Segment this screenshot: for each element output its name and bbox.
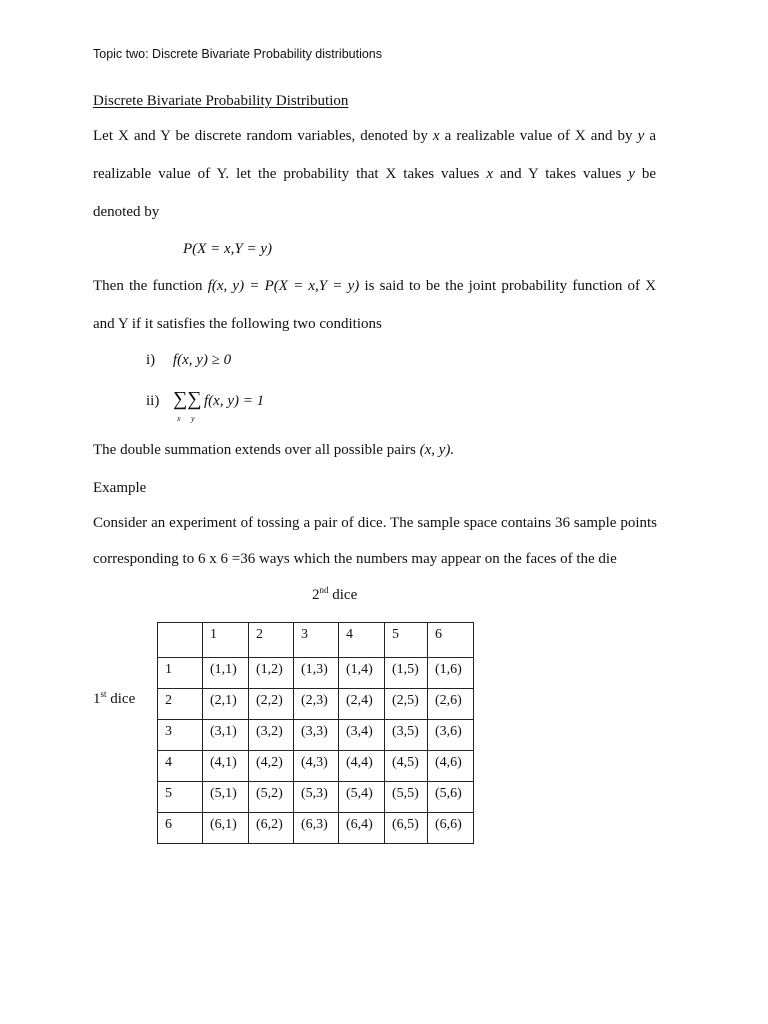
label-text: 2 — [312, 587, 320, 603]
table-cell: (3,4) — [339, 720, 385, 751]
table-cell: (5,3) — [294, 782, 339, 813]
example-line1: Consider an experiment of tossing a pair of dice. The sample space contains 36 sample points — [93, 515, 657, 531]
table-row — [158, 720, 474, 751]
table-cell: (4,2) — [249, 751, 294, 782]
table-cell: (2,6) — [428, 689, 474, 720]
table-cell: (4,5) — [385, 751, 428, 782]
table-cell: (2,3) — [294, 689, 339, 720]
para1-line2 — [93, 166, 656, 183]
var-y: y — [628, 166, 635, 182]
row-label-cell: 5 — [158, 782, 203, 813]
table-row — [158, 689, 474, 720]
table-cell: (1,5) — [385, 658, 428, 689]
condition-1 — [146, 352, 231, 369]
para1-line3: denoted by — [93, 204, 160, 220]
table-cell: (5,6) — [428, 782, 474, 813]
table-cell: (6,2) — [249, 813, 294, 844]
first-dice-label — [93, 689, 135, 708]
table-cell: (1,3) — [294, 658, 339, 689]
table-cell: (3,6) — [428, 720, 474, 751]
table-cell: (4,1) — [203, 751, 249, 782]
section-heading: Discrete Bivariate Probability Distribution — [93, 93, 349, 109]
sum-subscript-x: x — [177, 414, 181, 423]
table-cell: (3,2) — [249, 720, 294, 751]
condition-number: i) — [146, 352, 156, 368]
table-cell: (1,6) — [428, 658, 474, 689]
table-cell: (5,2) — [249, 782, 294, 813]
summation-note — [93, 442, 454, 459]
var-x: x — [486, 166, 493, 182]
table-cell: (2,4) — [339, 689, 385, 720]
para1-line1 — [93, 128, 656, 145]
header-cell: 1 — [203, 623, 249, 658]
text: Then the function — [93, 278, 203, 294]
text: a — [649, 128, 657, 144]
row-label-cell: 4 — [158, 751, 203, 782]
table-cell: (6,6) — [428, 813, 474, 844]
topic-title: Topic two: Discrete Bivariate Probability distributions — [93, 47, 383, 61]
joint-function-formula: f(x, y) = P(X = x,Y = y) — [207, 278, 360, 294]
example-heading: Example — [93, 480, 147, 496]
header-cell — [158, 623, 203, 658]
label-text: dice — [328, 587, 358, 603]
header-cell: 5 — [385, 623, 428, 658]
text: The double summation extends over all possible pairs — [93, 442, 416, 458]
table-cell: (6,3) — [294, 813, 339, 844]
header-cell: 4 — [339, 623, 385, 658]
sum-subscript-y: y — [191, 414, 195, 423]
para2-line2: and Y if it satisfies the following two conditions — [93, 316, 382, 332]
table-cell: (2,5) — [385, 689, 428, 720]
row-label-cell: 6 — [158, 813, 203, 844]
text: realizable value of Y. let the probability that X takes values — [93, 166, 480, 182]
table-cell: (2,2) — [249, 689, 294, 720]
text: Let X and Y be discrete random variables, denoted by — [93, 128, 428, 144]
table-cell: (6,5) — [385, 813, 428, 844]
table-cell: (1,2) — [249, 658, 294, 689]
label-superscript: st — [100, 689, 107, 699]
table-cell: (4,6) — [428, 751, 474, 782]
label-text: 1 — [93, 691, 101, 707]
table-row — [158, 658, 474, 689]
sample-space-table — [157, 622, 474, 844]
table-cell: (3,5) — [385, 720, 428, 751]
table-row — [158, 813, 474, 844]
table-cell: (5,1) — [203, 782, 249, 813]
second-dice-label — [312, 585, 357, 604]
text: be — [641, 166, 657, 182]
label-text: dice — [106, 691, 136, 707]
label-superscript: nd — [319, 585, 329, 595]
row-label-cell: 1 — [158, 658, 203, 689]
table-cell: (4,3) — [294, 751, 339, 782]
table-cell: (4,4) — [339, 751, 385, 782]
table-header-row — [158, 623, 474, 658]
text: a realizable value of X and by — [444, 128, 633, 144]
table-cell: (6,4) — [339, 813, 385, 844]
table-cell: (5,4) — [339, 782, 385, 813]
row-label-cell: 2 — [158, 689, 203, 720]
row-label-cell: 3 — [158, 720, 203, 751]
header-cell: 6 — [428, 623, 474, 658]
table-cell: (2,1) — [203, 689, 249, 720]
var-x: x — [432, 128, 440, 144]
text: and Y takes values — [499, 166, 622, 182]
pairs-expression: (x, y). — [419, 442, 455, 458]
header-cell: 3 — [294, 623, 339, 658]
text: is said to be the joint probability function of X — [364, 278, 657, 294]
table-cell: (6,1) — [203, 813, 249, 844]
table-row — [158, 782, 474, 813]
var-y: y — [637, 128, 645, 144]
condition-2 — [146, 388, 346, 424]
condition-expression: f(x, y) ≥ 0 — [172, 352, 232, 368]
condition-number: ii) — [146, 393, 160, 409]
condition-expression: f(x, y) = 1 — [204, 393, 265, 409]
formula-probability: P(X = x,Y = y) — [183, 241, 272, 257]
table-cell: (1,4) — [339, 658, 385, 689]
table-cell: (1,1) — [203, 658, 249, 689]
para2-line1 — [93, 278, 656, 295]
table-cell: (5,5) — [385, 782, 428, 813]
table-cell: (3,3) — [294, 720, 339, 751]
example-line2: corresponding to 6 x 6 =36 ways which the numbers may appear on the faces of the die — [93, 551, 617, 567]
double-sum-symbol: ∑∑ — [173, 388, 202, 410]
table-row — [158, 751, 474, 782]
header-cell: 2 — [249, 623, 294, 658]
table-cell: (3,1) — [203, 720, 249, 751]
